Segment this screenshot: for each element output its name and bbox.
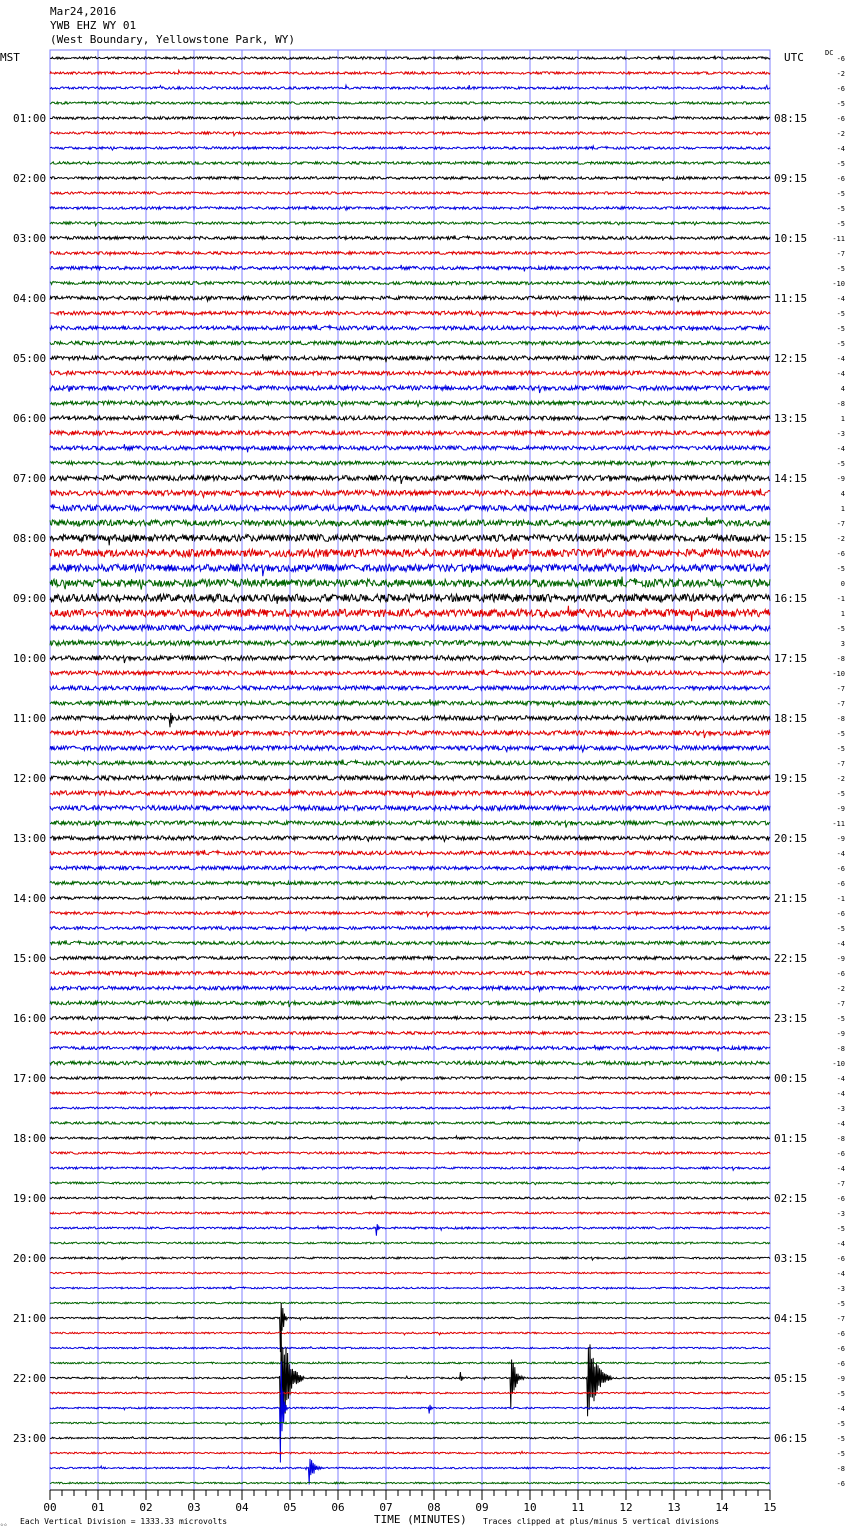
utc-hour-label: 02:15 xyxy=(774,1192,808,1205)
trace-row xyxy=(50,1224,770,1236)
dc-offset-label: 1 xyxy=(840,505,845,513)
trace-row xyxy=(50,281,770,284)
dc-offset-label: -5 xyxy=(836,460,845,468)
trace-row xyxy=(50,625,770,631)
dc-offset-label: -7 xyxy=(836,700,845,708)
x-axis-title: TIME (MINUTES) xyxy=(374,1513,467,1526)
trace-row xyxy=(50,235,770,239)
x-tick-label: 02 xyxy=(139,1501,153,1514)
dc-offset-label: -3 xyxy=(836,1210,845,1218)
dc-offset-label: -4 xyxy=(836,370,845,378)
dc-offset-label: -4 xyxy=(836,940,845,948)
dc-offset-label: -5 xyxy=(836,220,845,228)
dc-offset-label: -5 xyxy=(836,1420,845,1428)
trace-row xyxy=(50,132,770,136)
dc-offset-label: -4 xyxy=(836,1090,845,1098)
dc-offset-label: -8 xyxy=(836,1465,845,1473)
trace-row xyxy=(50,415,770,421)
utc-hour-label: 04:15 xyxy=(774,1312,808,1325)
mst-hour-label: 11:00 xyxy=(13,712,47,725)
trace-row xyxy=(50,354,770,362)
trace-row xyxy=(50,1092,770,1096)
trace-row xyxy=(50,1437,770,1439)
trace-row xyxy=(50,1182,770,1185)
utc-hour-label: 05:15 xyxy=(774,1372,808,1385)
dc-offset-label: -7 xyxy=(836,760,845,768)
x-tick-label: 12 xyxy=(619,1501,633,1514)
dc-offset-label: -6 xyxy=(836,85,845,93)
trace-row xyxy=(50,1391,770,1393)
dc-offset-label: 1 xyxy=(840,415,845,423)
dc-offset-label: -2 xyxy=(836,535,845,543)
dc-offset-label: -8 xyxy=(836,655,845,663)
footer-scale-note: Each Vertical Division = 1333.33 microvolts xyxy=(20,1517,228,1526)
trace-row xyxy=(50,731,770,738)
trace-row xyxy=(50,549,770,559)
x-tick-label: 15 xyxy=(763,1501,777,1514)
mst-hour-label: 23:00 xyxy=(13,1432,47,1445)
trace-row xyxy=(50,85,770,89)
trace-row xyxy=(50,926,770,930)
trace-row xyxy=(50,912,770,917)
dc-offset-label: -5 xyxy=(836,1450,845,1458)
dc-offset-label: -4 xyxy=(836,1405,845,1413)
dc-offset-label: -4 xyxy=(836,355,845,363)
dc-offset-label: -4 xyxy=(836,1270,845,1278)
dc-offset-label: -5 xyxy=(836,1015,845,1023)
mst-hour-label: 12:00 xyxy=(13,772,47,785)
dc-offset-label: -2 xyxy=(836,775,845,783)
trace-row xyxy=(50,401,770,406)
dc-offset-label: -6 xyxy=(836,1345,845,1353)
dc-offset-label: -5 xyxy=(836,340,845,348)
seismic-traces xyxy=(50,56,770,1485)
trace-row xyxy=(50,311,770,316)
trace-row xyxy=(50,222,770,226)
dc-offset-label: -5 xyxy=(836,730,845,738)
mst-hour-label: 21:00 xyxy=(13,1312,47,1325)
x-tick-label: 10 xyxy=(523,1501,537,1514)
trace-row xyxy=(50,1167,770,1170)
trace-row xyxy=(50,56,770,60)
utc-hour-label: 17:15 xyxy=(774,652,808,665)
dc-offset-label: -6 xyxy=(836,115,845,123)
trace-row xyxy=(50,1451,770,1454)
dc-offset-label: -5 xyxy=(836,205,845,213)
trace-row xyxy=(50,1257,770,1260)
dc-offset-label: -5 xyxy=(836,100,845,108)
dc-offset-label: -7 xyxy=(836,1315,845,1323)
dc-offset-label: -4 xyxy=(836,445,845,453)
dc-offset-label: -5 xyxy=(836,310,845,318)
mst-hour-label: 22:00 xyxy=(13,1372,47,1385)
x-tick-label: 09 xyxy=(475,1501,489,1514)
trace-row xyxy=(50,641,770,647)
trace-row xyxy=(50,176,770,181)
dc-offset-label: -5 xyxy=(836,1390,845,1398)
dc-offset-label: -5 xyxy=(836,625,845,633)
trace-row xyxy=(50,850,770,856)
trace-row xyxy=(50,1122,770,1125)
trace-row xyxy=(50,955,770,960)
trace-row xyxy=(50,489,770,498)
trace-row xyxy=(50,971,770,976)
mst-hour-label: 05:00 xyxy=(13,352,47,365)
trace-row xyxy=(50,656,770,663)
dc-offset-label: -7 xyxy=(836,685,845,693)
dc-offset-label: 0 xyxy=(840,580,845,588)
x-tick-label: 08 xyxy=(427,1501,441,1514)
dc-offset-label: -4 xyxy=(836,1240,845,1248)
dc-offset-label: -3 xyxy=(836,1285,845,1293)
dc-offset-label: -11 xyxy=(832,235,845,243)
dc-offset-label: -4 xyxy=(836,295,845,303)
dc-offset-label: -9 xyxy=(836,1375,845,1383)
trace-row xyxy=(50,1152,770,1154)
dc-offset-label: 1 xyxy=(840,610,845,618)
trace-row xyxy=(50,162,770,165)
dc-offset-label: -6 xyxy=(836,910,845,918)
utc-hour-label: 09:15 xyxy=(774,172,808,185)
trace-row xyxy=(50,986,770,991)
dc-offset-label: 3 xyxy=(840,640,845,648)
dc-offset-label: -7 xyxy=(836,520,845,528)
trace-row xyxy=(50,1422,770,1425)
dc-offset-label: -2 xyxy=(836,130,845,138)
dc-offset-label: -6 xyxy=(836,1150,845,1158)
dc-offset-label: -1 xyxy=(836,595,845,603)
trace-row xyxy=(50,1347,770,1349)
trace-row xyxy=(50,746,770,752)
utc-hour-label: 08:15 xyxy=(774,112,808,125)
utc-hour-label: 19:15 xyxy=(774,772,808,785)
trace-row xyxy=(50,1327,770,1426)
dc-offset-label: -10 xyxy=(832,670,845,678)
dc-offset-label: -5 xyxy=(836,160,845,168)
dc-offset-label: -10 xyxy=(832,280,845,288)
dc-offset-label: 4 xyxy=(840,490,845,498)
x-tick-label: 13 xyxy=(667,1501,681,1514)
mst-hour-label: 18:00 xyxy=(13,1132,47,1145)
trace-row xyxy=(50,1196,770,1199)
dc-offset-label: -9 xyxy=(836,805,845,813)
dc-offset-label: -5 xyxy=(836,265,845,273)
dc-offset-label: -6 xyxy=(836,865,845,873)
mst-hour-label: 14:00 xyxy=(13,892,47,905)
dc-offset-label: -5 xyxy=(836,1300,845,1308)
trace-row xyxy=(50,897,770,901)
dc-offset-label: -9 xyxy=(836,955,845,963)
dc-offset-label: -6 xyxy=(836,1480,845,1488)
utc-hour-label: 10:15 xyxy=(774,232,808,245)
utc-hour-label: 01:15 xyxy=(774,1132,808,1145)
x-tick-label: 00 xyxy=(43,1501,57,1514)
mst-hour-label: 09:00 xyxy=(13,592,47,605)
dc-offset-label: -4 xyxy=(836,1120,845,1128)
dc-offset-label: -4 xyxy=(836,1165,845,1173)
trace-row xyxy=(50,325,770,331)
trace-row xyxy=(50,371,770,375)
utc-hour-label: 16:15 xyxy=(774,592,808,605)
trace-row xyxy=(50,606,770,621)
trace-row xyxy=(50,866,770,870)
trace-row xyxy=(50,265,770,272)
utc-hour-label: 06:15 xyxy=(774,1432,808,1445)
dc-offset-label: -3 xyxy=(836,1105,845,1113)
trace-row xyxy=(50,444,770,452)
trace-row xyxy=(50,1332,770,1335)
trace-row xyxy=(50,1045,770,1052)
utc-hour-label: 22:15 xyxy=(774,952,808,965)
footer-clip-note: Traces clipped at plus/minus 5 vertical divisions xyxy=(483,1517,720,1526)
trace-row xyxy=(50,535,770,546)
dc-offset-label: -6 xyxy=(836,880,845,888)
mst-hour-label: 03:00 xyxy=(13,232,47,245)
utc-hour-label: 03:15 xyxy=(774,1252,808,1265)
dc-offset-label: -6 xyxy=(836,1195,845,1203)
dc-offset-label: -6 xyxy=(836,1330,845,1338)
trace-row xyxy=(50,1212,770,1214)
trace-row xyxy=(50,836,770,841)
mst-hour-label: 04:00 xyxy=(13,292,47,305)
dc-offset-label: -10 xyxy=(832,1060,845,1068)
utc-hour-label: 00:15 xyxy=(774,1072,808,1085)
trace-row xyxy=(50,806,770,811)
dc-offset-label: -5 xyxy=(836,745,845,753)
trace-row xyxy=(50,475,770,484)
mst-hour-label: 08:00 xyxy=(13,532,47,545)
utc-hour-label: 15:15 xyxy=(774,532,808,545)
trace-row xyxy=(50,940,770,945)
x-tick-label: 11 xyxy=(571,1501,585,1514)
dc-offset-label: -8 xyxy=(836,400,845,408)
dc-label: DC xyxy=(825,49,834,57)
trace-row xyxy=(50,1015,770,1020)
dc-offset-label: -7 xyxy=(836,250,845,258)
utc-hour-label: 20:15 xyxy=(774,832,808,845)
trace-row xyxy=(50,594,770,604)
dc-offset-label: -11 xyxy=(832,820,845,828)
x-tick-label: 07 xyxy=(379,1501,393,1514)
trace-row xyxy=(50,1361,770,1462)
trace-row xyxy=(50,1303,770,1353)
dc-offset-label: -5 xyxy=(836,1435,845,1443)
dc-offset-label: -6 xyxy=(836,175,845,183)
dc-offset-label: -7 xyxy=(836,1180,845,1188)
trace-row xyxy=(50,699,770,707)
corner-mark: ☆☆ xyxy=(0,1521,8,1528)
x-tick-label: 14 xyxy=(715,1501,729,1514)
utc-hour-label: 23:15 xyxy=(774,1012,808,1025)
x-tick-label: 06 xyxy=(331,1501,345,1514)
dc-offset-label: 4 xyxy=(840,385,845,393)
dc-offset-label: -8 xyxy=(836,715,845,723)
trace-row xyxy=(50,102,770,104)
trace-row xyxy=(50,880,770,887)
trace-row xyxy=(50,1136,770,1140)
mst-hour-label: 16:00 xyxy=(13,1012,47,1025)
mst-hour-label: 10:00 xyxy=(13,652,47,665)
mst-hour-label: 02:00 xyxy=(13,172,47,185)
trace-row xyxy=(50,821,770,828)
trace-row xyxy=(50,1287,770,1290)
dc-offset-label: -5 xyxy=(836,190,845,198)
utc-axis-label: UTC xyxy=(784,51,804,64)
utc-hour-label: 21:15 xyxy=(774,892,808,905)
trace-row xyxy=(50,760,770,766)
trace-row xyxy=(50,1361,770,1364)
trace-row xyxy=(50,207,770,211)
trace-row xyxy=(50,1001,770,1007)
dc-offset-label: -2 xyxy=(836,70,845,78)
axis-labels xyxy=(13,55,845,1514)
trace-row xyxy=(50,1061,770,1065)
trace-row xyxy=(50,789,770,798)
mst-hour-label: 20:00 xyxy=(13,1252,47,1265)
trace-row xyxy=(50,1272,770,1274)
dc-offset-label: -7 xyxy=(836,1000,845,1008)
x-tick-label: 03 xyxy=(187,1501,201,1514)
trace-row xyxy=(50,192,770,194)
mst-hour-label: 01:00 xyxy=(13,112,47,125)
trace-row xyxy=(50,431,770,435)
mst-hour-label: 06:00 xyxy=(13,412,47,425)
dc-offset-label: -6 xyxy=(836,1255,845,1263)
dc-offset-label: -4 xyxy=(836,850,845,858)
station-label: YWB EHZ WY 01 xyxy=(50,19,137,32)
trace-row xyxy=(50,146,770,150)
dc-offset-label: -5 xyxy=(836,565,845,573)
dc-offset-label: -1 xyxy=(836,895,845,903)
location-label: (West Boundary, Yellowstone Park, WY) xyxy=(50,33,296,46)
trace-row xyxy=(50,1302,770,1304)
dc-offset-label: -8 xyxy=(836,1045,845,1053)
date-label: Mar24,2016 xyxy=(50,5,117,18)
dc-offset-label: -6 xyxy=(836,1360,845,1368)
mst-hour-label: 13:00 xyxy=(13,832,47,845)
utc-hour-label: 14:15 xyxy=(774,472,808,485)
trace-row xyxy=(50,461,770,466)
x-tick-label: 04 xyxy=(235,1501,249,1514)
trace-row xyxy=(50,504,770,512)
mst-hour-label: 17:00 xyxy=(13,1072,47,1085)
dc-offset-label: -9 xyxy=(836,835,845,843)
dc-offset-label: -2 xyxy=(836,985,845,993)
trace-row xyxy=(50,1459,770,1485)
trace-row xyxy=(50,252,770,256)
utc-hour-label: 12:15 xyxy=(774,352,808,365)
dc-offset-label: -5 xyxy=(836,925,845,933)
trace-row xyxy=(50,564,770,576)
trace-row xyxy=(50,776,770,780)
dc-offset-label: -9 xyxy=(836,475,845,483)
dc-offset-label: -6 xyxy=(836,55,845,63)
trace-row xyxy=(50,386,770,393)
trace-row xyxy=(50,70,770,74)
trace-row xyxy=(50,117,770,121)
dc-offset-label: -4 xyxy=(836,1075,845,1083)
dc-offset-label: -6 xyxy=(836,970,845,978)
x-tick-label: 05 xyxy=(283,1501,297,1514)
utc-hour-label: 11:15 xyxy=(774,292,808,305)
utc-hour-label: 13:15 xyxy=(774,412,808,425)
dc-offset-label: -5 xyxy=(836,790,845,798)
dc-offset-label: -9 xyxy=(836,1030,845,1038)
trace-row xyxy=(50,296,770,302)
trace-row xyxy=(50,686,770,691)
trace-row xyxy=(50,341,770,345)
mst-hour-label: 19:00 xyxy=(13,1192,47,1205)
dc-offset-label: -4 xyxy=(836,145,845,153)
dc-offset-label: -5 xyxy=(836,1225,845,1233)
dc-offset-label: -8 xyxy=(836,1135,845,1143)
trace-row xyxy=(50,1077,770,1080)
trace-row xyxy=(50,1032,770,1036)
trace-row xyxy=(50,713,770,727)
trace-row xyxy=(50,1482,770,1484)
mst-hour-label: 07:00 xyxy=(13,472,47,485)
x-tick-label: 01 xyxy=(91,1501,105,1514)
trace-row xyxy=(50,517,770,526)
trace-row xyxy=(50,670,770,675)
dc-offset-label: -5 xyxy=(836,325,845,333)
dc-offset-label: -3 xyxy=(836,430,845,438)
utc-hour-label: 18:15 xyxy=(774,712,808,725)
trace-row xyxy=(50,1242,770,1244)
dc-offset-label: -6 xyxy=(836,550,845,558)
trace-row xyxy=(50,1106,770,1109)
mst-hour-label: 15:00 xyxy=(13,952,47,965)
trace-row xyxy=(50,577,770,590)
mst-axis-label: MST xyxy=(0,51,20,64)
